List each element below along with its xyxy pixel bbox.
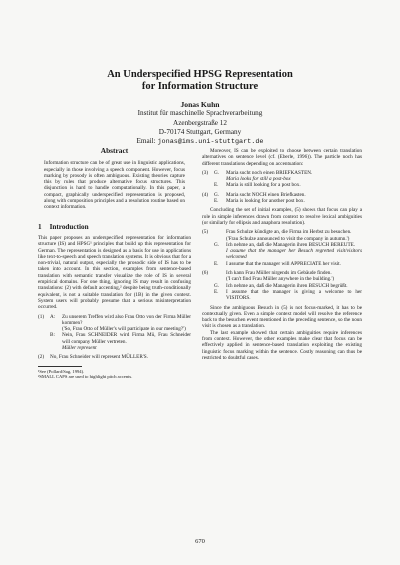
example-label: G. [214, 191, 220, 198]
example-text: No, Frau Schneider will represent MÜLLER'S. [50, 354, 148, 361]
example-label: G. [214, 169, 220, 176]
example-text [226, 170, 362, 183]
example-number: (5) [202, 229, 209, 236]
example-gloss: ('I can't find Frau Müller anywhere in the building.') [226, 276, 335, 283]
example-label: B: [50, 332, 55, 339]
example-label: E. [214, 260, 219, 267]
example-text [62, 332, 191, 351]
title-line-2: for Information Structure [141, 81, 259, 92]
example-label: E. [214, 198, 219, 205]
intro-paragraph-1: This paper proposes an underspecified representation for information structure (IS) and HPSG¹ principles that build up this representation for German. The representation is designed as a basis for use in applications like text-to-speech and speech translation systems. It is obvious that for a non-trivial, natural output, especially the prosodic side of IS has to be taken into account. In this section, examples from sentence-based translation with semantic transfer visualize the role of IS in several empirical domains. For one thing, ignoring IS may result in confusing translations: (2) with default accenting,² despite being truth-conditionally equivalent, is not a suitable translation for (1B) in the given context. System users will probably presume that a serious misinterpretation occurred. [38, 234, 191, 311]
example-number: (3) [202, 169, 209, 176]
example-gloss: ('So, Frau Otto of Müller's will participate in our meeting?') [62, 326, 186, 333]
example-text: Maria is looking for another post box. [226, 198, 305, 205]
example-4 [202, 192, 362, 205]
example-line: Ich kann Frau Müller nirgends im Gebäude finden. [226, 270, 332, 277]
email-line [40, 137, 360, 147]
example-number: (6) [202, 270, 209, 277]
section-number: 1 [38, 222, 42, 231]
example-2 [38, 354, 191, 360]
example-number: (2) [38, 354, 45, 361]
abstract-text: Information structure can be of great use in linguistic applications, especially in those involving a speech component. However, focus marking by prosody is often ambiguous. Existing theories capture this by rules that produce alternative focus structures. This disjunction is hard to handle computationally. In this paper, a compact, graphically underspecified representation is proposed, along with composition principles and a resolution routine based on context information. [44, 160, 185, 211]
example-label: G. [214, 282, 220, 289]
email-label: Email: [136, 137, 156, 146]
example-gloss: Maria looks for still a post-box [226, 176, 291, 183]
right-paragraph-3: Since the ambiguous Besuch in (5) is not focus-marked, it has to be contextually given. Even a simple context model will resolve the reference back to the besuchen event mentioned in the preceding sentence, so the noun visit is chosen as a translation. [202, 304, 362, 330]
title-line-1: An Underspecified HPSG Representation [107, 69, 293, 80]
section-heading-introduction [38, 224, 191, 230]
example-number: (1) [38, 313, 45, 320]
example-text [226, 242, 362, 261]
example-line: Zu unserem Treffen wird also Frau Otto von der Firma Müller kommen? [62, 313, 191, 326]
author-block [40, 100, 360, 147]
paper-title [40, 69, 360, 93]
right-paragraph-1: Moreover, IS can be exploited to choose between certain translation alternatives on sentence level (cf. (Eberle, 1996)). The particle noch has different translations depending on accentuation: [202, 148, 362, 167]
example-label: E. [214, 182, 219, 189]
example-gloss: I assume that the manager her Besuch regretted visit/visitors welcomed [226, 248, 362, 261]
section-title: Introduction [49, 222, 89, 231]
example-line: Frau Schulze kündigte an, die Firma im Herbst zu besuchen. [226, 229, 352, 236]
example-gloss: Müller represent [62, 345, 97, 352]
example-text: Maria is still looking for a post box. [226, 182, 301, 189]
example-text: I assume that the manager is giving a welcome to her VISITORS. [226, 288, 362, 302]
example-text: Maria sucht NOCH einen Briefkasten. [226, 191, 306, 198]
example-text: Ich nehme an, daß die Managerin ihren BESUCH begrüßt. [226, 282, 348, 289]
page-number: 670 [195, 538, 205, 545]
left-column [38, 148, 191, 380]
example-label: E. [214, 288, 219, 295]
affiliation-line-2: Azenbergstraße 12 [173, 118, 227, 127]
email-address[interactable]: jonas@ims.uni-stuttgart.de [157, 138, 264, 147]
example-text [226, 270, 362, 283]
example-label: G. [214, 241, 220, 248]
affiliation-line-1: Institut für maschinelle Sprachverarbeitung [137, 109, 263, 118]
example-5 [202, 229, 362, 267]
footnote-1: ¹See (Pollard/Sag, 1994). [38, 368, 85, 374]
right-paragraph-2: Concluding the set of initial examples, (5) shows that focus can play a role in simple inferences drawn from context to resolve lexical ambiguities (or similarly for ellipsis and anaphora resolution). [202, 207, 362, 226]
example-number: (4) [202, 191, 209, 198]
example-gloss: ('Frau Schulze announced to visit the company in autumn.') [226, 235, 350, 242]
right-paragraph-4: The last example showed that certain ambiguities require inferences from context. However, the other examples make clear that focus can be effectively applied in sentence-based translation exploiting the existing linguistic focus marking within the sentence. Costly reasoning can thus be restricted to doubtful cases. [202, 329, 362, 361]
abstract-heading: Abstract [100, 146, 129, 155]
affiliation-line-3: D-70174 Stuttgart, Germany [158, 127, 242, 136]
example-line: Maria sucht noch einen BRIEFKASTEN. [226, 169, 313, 176]
example-label: A: [50, 313, 56, 320]
author-name: Jonas Kuhn [180, 100, 220, 109]
example-3 [202, 170, 362, 189]
example-text: I assume that the manager will APPRECIATE her visit. [226, 260, 341, 267]
example-1 [38, 314, 191, 352]
example-line: Nein, Frau SCHNEIDER wird Firma Mü, Frau Schneider will company Müller vertreten. [62, 332, 191, 345]
example-6 [202, 270, 362, 301]
example-text [62, 314, 191, 333]
footnote-2: ²SMALL CAPS are used to highlight pitch accents. [38, 374, 133, 380]
example-line: Ich nehme an, daß die Managerin ihren BESUCH BEREUTE. [226, 241, 356, 248]
footnote-rule [38, 366, 82, 367]
right-column [202, 148, 362, 361]
example-text [226, 229, 362, 242]
